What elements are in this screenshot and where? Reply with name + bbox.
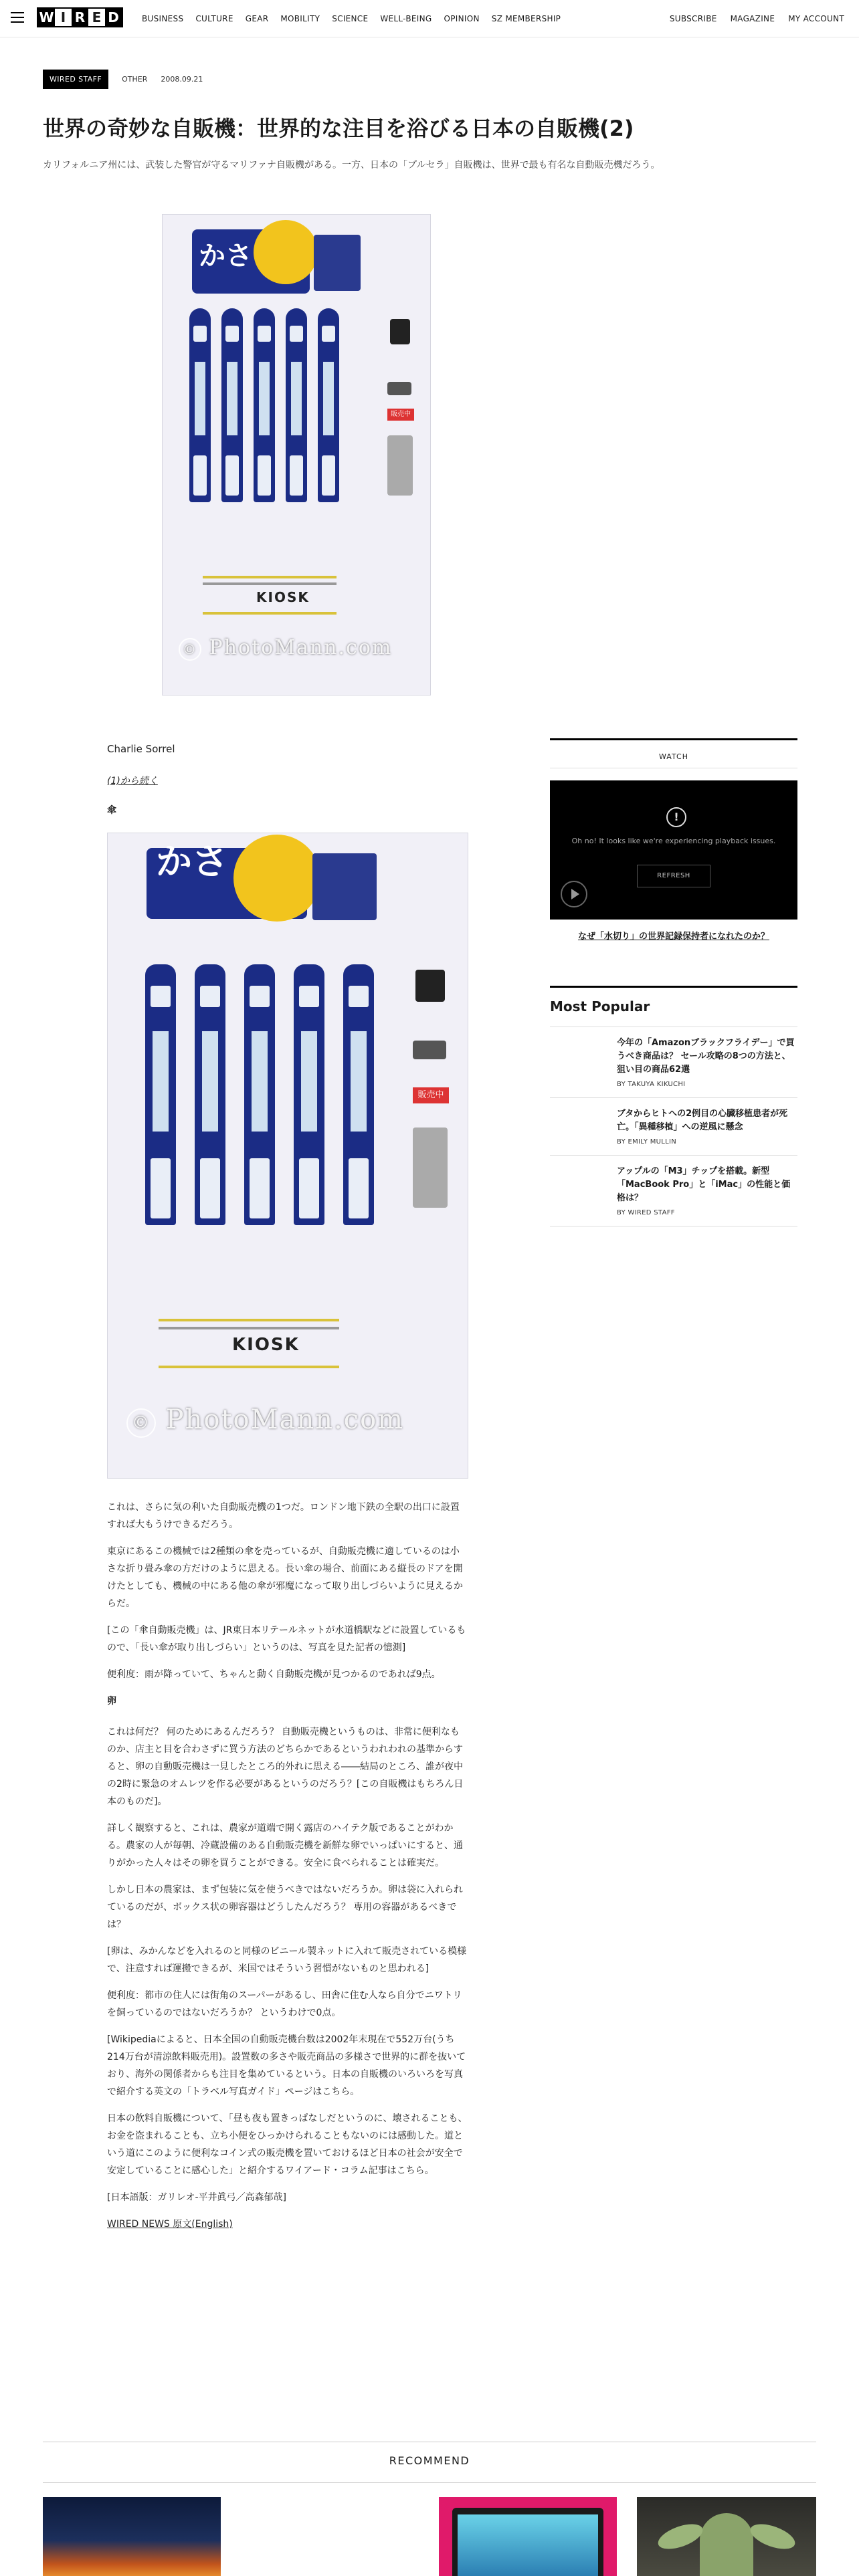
watermark-text: PhotoMann.com bbox=[209, 636, 393, 659]
watermark-text: PhotoMann.com bbox=[165, 1404, 405, 1435]
recommend-card-image[interactable] bbox=[43, 2497, 221, 2576]
sale-label: 販売中 bbox=[387, 409, 414, 421]
account-links bbox=[670, 14, 844, 23]
video-caption-link[interactable]: なぜ「水切り」の世界記録保持者になれたのか？ bbox=[577, 932, 769, 942]
article-title: 世界の奇妙な自販機：世界的な注目を浴びる日本の自販機(2) bbox=[43, 116, 634, 141]
hamburger-menu-icon[interactable] bbox=[11, 12, 24, 24]
coin-slot bbox=[387, 435, 413, 496]
paragraph: 詳しく観察すると、これは、農家が道端で開く露店のハイテク版であることがわかる。農家の人が毎朝、冷蔵設備のある自動販売機を新鮮な卵でいっぱいにすると、通りがかった人々はその卵を買うことができる。安全に食べられることは確実だ。 bbox=[107, 1823, 463, 1868]
source-link[interactable]: WIRED NEWS 原文(English) bbox=[107, 2219, 233, 2230]
umbrella-icon bbox=[233, 835, 320, 922]
nav-link-well-being[interactable]: WELL-BEING bbox=[380, 14, 432, 23]
bill-slot bbox=[415, 970, 445, 1002]
paragraph: 東京にあるこの機械では2種類の傘を売っているが、自動販売機に適しているのは小さな折り畳み傘の方だけのように思える。長い傘の場合、前面にある縦長のドアを開けたとしても、機械の中にある他の傘が邪魔になって取り出しづらいように見えるからだ。 bbox=[107, 1546, 463, 1609]
article-body bbox=[107, 740, 468, 2242]
kiosk-brand: KIOSK bbox=[256, 589, 310, 605]
paragraph: これは何だ？ 何のためにあるんだろう？ 自動販売機というものは、非常に便利なものか、店主と目を合わさずに買う方法のどちらかであるというわれわれの基準からすると、卵の自動販売機は一見したところ的外れに思える――結局のところ、誰が夜中の2時に緊急のオムレツを作る必要があるというのだろう？[この自販機はもちろん日本のものだ]。 bbox=[107, 1727, 464, 1807]
watermark: © PhotoMann.com bbox=[179, 636, 392, 661]
popular-item[interactable] bbox=[550, 1027, 797, 1098]
sign-text: かさ bbox=[199, 241, 252, 272]
popular-byline: BY TAKUYA KIKUCHI bbox=[617, 1081, 686, 1088]
paragraph: [この「傘自動販売機」は、JR東日本リテールネットが水道橋駅などに設置しているもので、「長い傘が取り出しづらい」というのは、写真を見た記者の憶測] bbox=[107, 1625, 466, 1653]
umbrella-slot-5 bbox=[343, 964, 374, 1225]
paragraph: 便利度：雨が降っていて、ちゃんと動く自動販売機が見つかるのであれば9点。 bbox=[107, 1669, 441, 1680]
stripe-gray bbox=[159, 1327, 339, 1329]
hero-image bbox=[162, 214, 431, 695]
umbrella-slot-4 bbox=[294, 964, 324, 1225]
author-badge[interactable]: WIRED STAFF bbox=[43, 70, 108, 89]
popular-thumbnail[interactable] bbox=[550, 1165, 606, 1202]
watermark: © PhotoMann.com bbox=[126, 1408, 404, 1438]
publish-date: 2008.09.21 bbox=[161, 75, 203, 84]
popular-thumbnail[interactable] bbox=[550, 1037, 606, 1074]
coin-slot bbox=[413, 1128, 448, 1208]
popular-title[interactable]: 今年の「Amazonブラックフライデー」で買うべき商品は？ セール攻略の8つの方法と、狙い目の商品62選 bbox=[617, 1038, 795, 1075]
recommend-heading: RECOMMEND bbox=[389, 2454, 470, 2467]
stripe-yellow bbox=[159, 1319, 339, 1321]
price-panel bbox=[314, 235, 361, 291]
subscribe-link[interactable]: SUBSCRIBE bbox=[669, 14, 717, 23]
section-heading-umbrella: 傘 bbox=[107, 805, 116, 816]
nav-link-mobility[interactable]: MOBILITY bbox=[280, 14, 320, 23]
translation-credit: [日本語版：ガリレオ-平井眞弓／高森郁哉] bbox=[107, 2192, 286, 2203]
umbrella-slot-2 bbox=[221, 308, 243, 502]
magazine-link[interactable]: MAGAZINE bbox=[730, 14, 775, 23]
paragraph: [卵は、みかんなどを入れるのと同様のビニール製ネットに入れて販売されている模様で、注意すれば運搬できるが、米国ではそういう習慣がないものと思われる] bbox=[107, 1946, 467, 1974]
recommend-card-image[interactable] bbox=[637, 2497, 816, 2576]
popular-item[interactable] bbox=[550, 1098, 797, 1156]
byline[interactable]: Charlie Sorrel bbox=[107, 743, 175, 755]
recommend-card-image[interactable] bbox=[439, 2497, 617, 2576]
sale-label: 販売中 bbox=[413, 1087, 449, 1103]
category-label[interactable]: OTHER bbox=[122, 75, 148, 84]
video-error-message: Oh no! It looks like we're experiencing playback issues. bbox=[571, 837, 776, 845]
umbrella-slot-5 bbox=[318, 308, 339, 502]
article-dek: カリフォルニア州には、武装した警官が守るマリファナ自販機がある。一方、日本の「プルセラ」自販機は、世界で最も有名な自動販売機だろう。 bbox=[43, 160, 660, 171]
play-icon[interactable] bbox=[561, 881, 587, 907]
my-account-link[interactable]: MY ACCOUNT bbox=[788, 14, 844, 23]
section-heading-egg: 卵 bbox=[107, 1696, 116, 1707]
popular-item[interactable] bbox=[550, 1156, 797, 1226]
umbrella-slot-1 bbox=[145, 964, 176, 1225]
umbrella-sign bbox=[192, 229, 310, 294]
paragraph: しかし日本の農家は、まず包装に気を使うべきではないだろうか。卵は袋に入れられているのだが、ボックス状の卵容器はどうしたんだろう？ 専用の容器があるべきでは？ bbox=[107, 1885, 463, 1930]
stripe-yellow-2 bbox=[159, 1366, 339, 1368]
stripe-yellow bbox=[203, 576, 337, 578]
divider bbox=[43, 2482, 816, 2483]
umbrella-slot-4 bbox=[286, 308, 307, 502]
umbrella-icon bbox=[254, 220, 318, 284]
popular-title[interactable]: ブタからヒトへの2例目の心臓移植患者が死亡。「異種移植」への逆風に懸念 bbox=[617, 1109, 788, 1132]
stripe-gray bbox=[203, 582, 337, 585]
paragraph: 日本の飲料自販機について、「昼も夜も置きっぱなしだというのに、壊されることも、お金を盗まれることも、立ち小便をひっかけられることもないのには感動した。道という道にこのように便利なコイン式の販売機を置いておけるほど日本の社会が安全で安定していることに感心した」と紹介するワイアード・コラム記事はこちら。 bbox=[107, 2113, 468, 2176]
section-links bbox=[142, 14, 561, 23]
umbrella-slot-3 bbox=[244, 964, 275, 1225]
wired-logo[interactable]: W I R E D bbox=[37, 7, 123, 27]
article-meta bbox=[43, 70, 203, 89]
nav-link-opinion[interactable]: OPINION bbox=[444, 14, 480, 23]
paragraph: 便利度：都市の住人には街角のスーパーがあるし、田舎に住む人なら自分でニワトリを飼っているのではないだろうか？ というわけで0点。 bbox=[107, 1990, 462, 2018]
nav-link-sz-membership[interactable]: SZ MEMBERSHIP bbox=[491, 14, 561, 23]
paragraph: [Wikipediaによると、日本全国の自動販売機台数は2002年末現在で552万台(うち214万台が清涼飲料販売用)。設置数の多さや販売商品の多様さで世界的に群を抜いており、海外の関係者からも注目を集めているという。日本の自販機のいろいろを写真で紹介する英文の「トラベル写真ガイド」ページはこちら。 bbox=[107, 2034, 466, 2097]
display-panel bbox=[413, 1041, 446, 1059]
nav-link-science[interactable]: SCIENCE bbox=[332, 14, 369, 23]
refresh-button[interactable]: REFRESH bbox=[637, 865, 710, 887]
popular-title[interactable]: アップルの「M3」チップを搭載。新型「MacBook Pro」と「iMac」の性能と価格は？ bbox=[617, 1166, 791, 1203]
sign-text: かさ bbox=[156, 841, 228, 883]
stripe-yellow-2 bbox=[203, 612, 337, 615]
paragraph: これは、さらに気の利いた自動販売機の1つだ。ロンドン地下鉄の全駅の出口に設置すれば大もうけできるだろう。 bbox=[107, 1502, 460, 1530]
video-player[interactable] bbox=[550, 780, 797, 920]
umbrella-slot-2 bbox=[195, 964, 225, 1225]
umbrella-sign bbox=[147, 841, 307, 919]
nav-link-business[interactable]: BUSINESS bbox=[142, 14, 184, 23]
continued-link[interactable]: (1)から続く bbox=[107, 776, 158, 786]
kiosk-brand: KIOSK bbox=[232, 1335, 300, 1355]
article-image bbox=[107, 833, 468, 1479]
bill-slot bbox=[390, 319, 410, 344]
popular-byline: BY WIRED STAFF bbox=[617, 1209, 675, 1216]
umbrella-slot-3 bbox=[254, 308, 275, 502]
top-nav bbox=[0, 0, 859, 37]
nav-link-culture[interactable]: CULTURE bbox=[195, 14, 233, 23]
alert-icon: ! bbox=[666, 807, 686, 827]
popular-byline: BY EMILY MULLIN bbox=[617, 1138, 677, 1146]
most-popular-heading: Most Popular bbox=[550, 988, 797, 1027]
umbrella-slot-1 bbox=[189, 308, 211, 502]
price-panel bbox=[312, 853, 377, 920]
sidebar bbox=[550, 738, 797, 1226]
display-panel bbox=[387, 382, 411, 395]
watch-label: WATCH bbox=[550, 740, 797, 768]
popular-thumbnail[interactable] bbox=[550, 1107, 606, 1145]
nav-link-gear[interactable]: GEAR bbox=[245, 14, 269, 23]
